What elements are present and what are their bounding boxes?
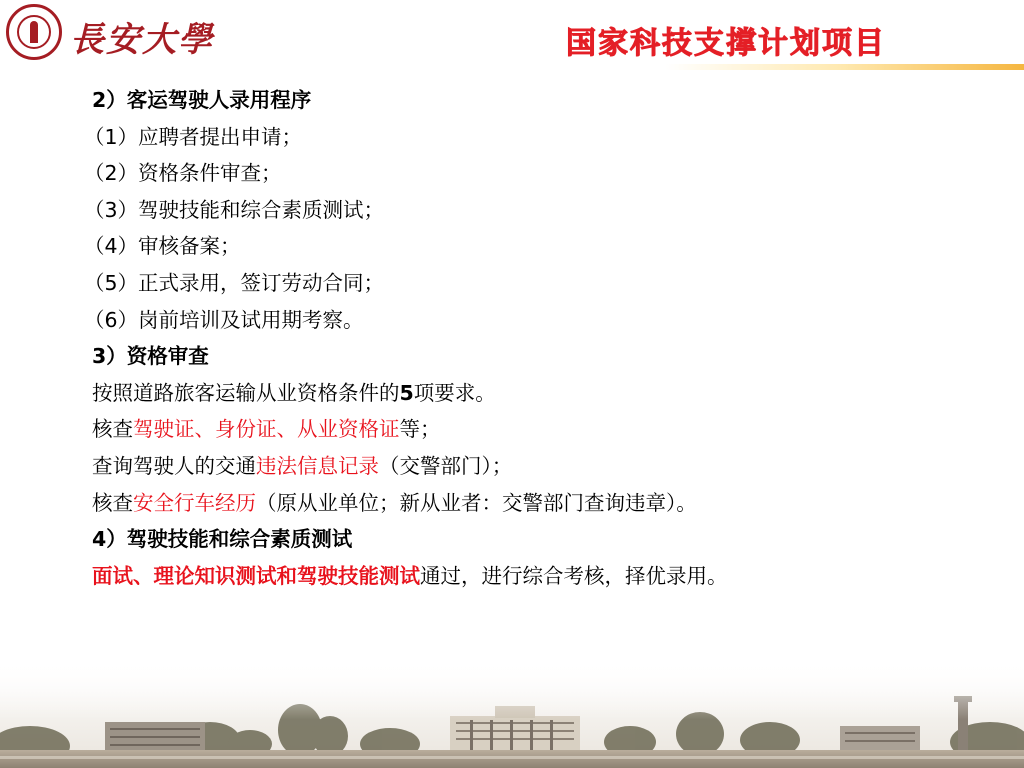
project-title: 国家科技支撑计划项目: [566, 26, 886, 61]
body-line: 核查驾驶证、身份证、从业资格证等；: [92, 417, 441, 442]
section-heading: 3）资格审查: [92, 344, 209, 369]
university-seal-icon: [6, 4, 62, 60]
list-item: （2）资格条件审查；: [84, 161, 282, 186]
body-line: 查询驾驶人的交通违法信息记录（交警部门）；: [92, 453, 513, 478]
highlight-text: 驾驶证、身份证、从业资格证: [133, 417, 400, 442]
slide-content: [84, 82, 992, 594]
body-line: 核查安全行车经历（原从业单位；新从业者：交警部门查询违章）。: [92, 490, 697, 515]
list-item: （5）正式录用，签订劳动合同；: [84, 270, 385, 295]
body-line: 按照道路旅客运输从业资格条件的5项要求。: [92, 380, 496, 405]
university-logo-text: 長安大學: [70, 20, 214, 60]
highlight-text: 面试、理论知识测试和驾驶技能测试: [92, 563, 420, 588]
list-item: （3）驾驶技能和综合素质测试；: [84, 197, 385, 222]
list-item: （4）审核备案；: [84, 234, 241, 259]
list-item: （6）岗前培训及试用期考察。: [84, 307, 364, 332]
body-line: 面试、理论知识测试和驾驶技能测试通过，进行综合考核，择优录用。: [92, 563, 728, 588]
header-divider: [0, 64, 1024, 70]
section-heading: 4）驾驶技能和综合素质测试: [92, 527, 353, 552]
list-item: （1）应聘者提出申请；: [84, 124, 303, 149]
slide-header: [0, 0, 1024, 80]
highlight-text: 安全行车经历: [133, 490, 256, 515]
campus-photo-banner: [0, 660, 1024, 768]
section-heading: 2）客运驾驶人录用程序: [92, 88, 312, 112]
highlight-text: 违法信息记录: [256, 453, 379, 478]
